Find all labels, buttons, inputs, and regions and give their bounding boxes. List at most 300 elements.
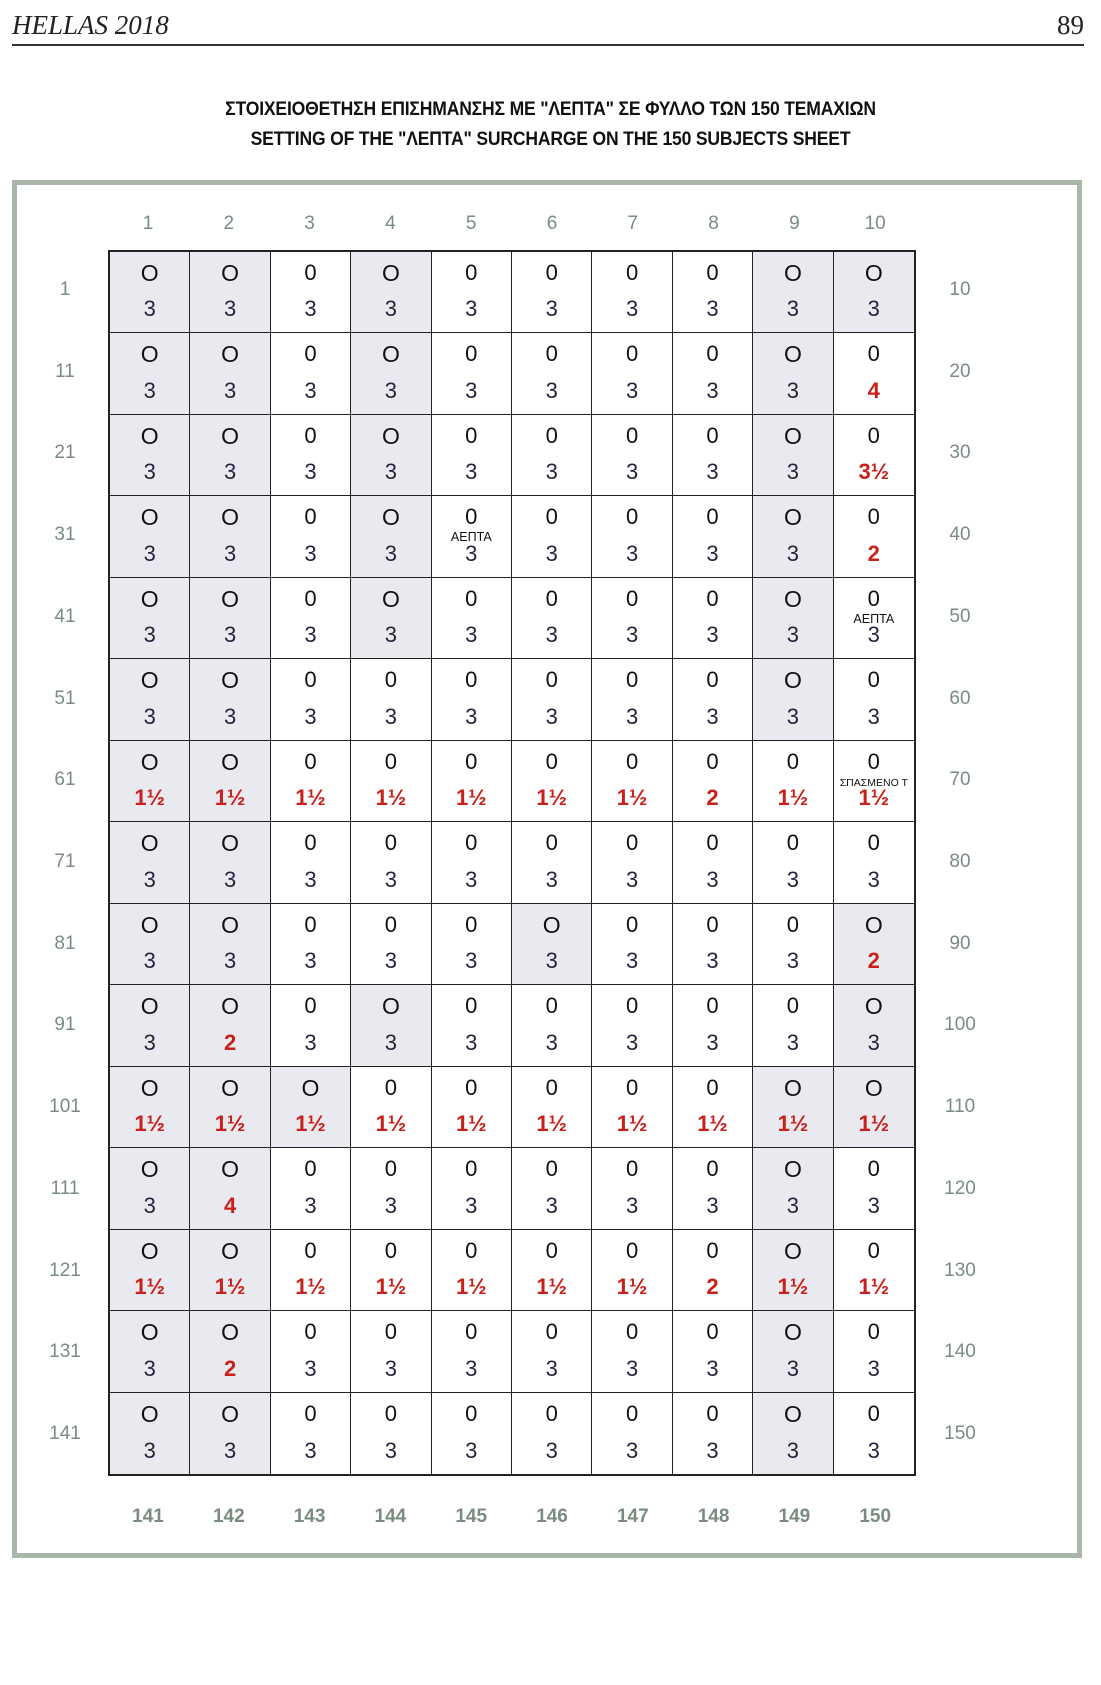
plate-mark: O (140, 993, 159, 1020)
surcharge-value: 3 (867, 622, 880, 648)
stamp-position-15 (432, 333, 512, 414)
surcharge-value: 3 (706, 1438, 719, 1463)
surcharge-value: 2 (867, 540, 880, 566)
column-label: 9 (789, 213, 800, 234)
plate-mark: O (381, 993, 400, 1020)
plate-mark: 0 (465, 1319, 478, 1345)
plate-mark: 0 (304, 1400, 317, 1426)
surcharge-value: 3 (545, 622, 558, 648)
row-start-label: 71 (54, 850, 76, 872)
surcharge-value: 3 (786, 866, 800, 892)
plate-mark: O (221, 260, 240, 286)
stamp-position-66 (512, 741, 592, 822)
row-end-label: 30 (949, 442, 971, 464)
stamp-position-47 (592, 578, 672, 659)
stamp-position-135 (432, 1311, 512, 1392)
surcharge-value: 1½ (214, 785, 246, 811)
surcharge-value: 3 (384, 1029, 398, 1055)
plate-mark: 0 (384, 667, 398, 693)
surcharge-value: 3 (143, 622, 156, 648)
stamp-position-137 (592, 1311, 672, 1392)
stamp-position-126 (512, 1230, 592, 1311)
stamp-position-100 (834, 985, 914, 1066)
column-footer-label: 148 (697, 1506, 730, 1527)
surcharge-value: 4 (867, 377, 880, 403)
stamp-position-84 (351, 904, 431, 985)
surcharge-value: 3 (304, 703, 317, 729)
column-label: 10 (864, 213, 886, 234)
surcharge-value: 4 (223, 1192, 237, 1218)
surcharge-value: 1½ (295, 1274, 326, 1300)
plate-mark: 0 (706, 667, 719, 693)
stamp-position-109 (753, 1067, 833, 1148)
plate-mark: O (783, 422, 802, 449)
stamp-position-81 (110, 904, 190, 985)
stamp-position-11 (110, 333, 190, 414)
plate-mark: 0 (625, 1319, 639, 1345)
surcharge-value: 3 (304, 540, 317, 566)
stamp-position-116 (512, 1148, 592, 1229)
plate-mark: 0 (465, 993, 478, 1019)
plate-mark: 0 (545, 1319, 558, 1345)
surcharge-value: 2 (867, 948, 880, 974)
stamp-position-136 (512, 1311, 592, 1392)
stamp-position-145 (432, 1393, 512, 1474)
surcharge-value: 3 (465, 622, 478, 648)
stamp-position-42 (190, 578, 270, 659)
plate-mark: 0 (304, 585, 317, 611)
surcharge-value: 1½ (777, 785, 809, 811)
column-label: 8 (708, 213, 719, 234)
surcharge-value: 3 (465, 377, 478, 403)
title-english: SETTING OF THE "ΛΕΠΤΑ" SURCHARGE ON THE 150 SUBJECTS SHEET (250, 128, 851, 150)
surcharge-value: 3 (706, 1355, 719, 1381)
stamp-position-27 (592, 415, 672, 496)
surcharge-value: 1½ (536, 1274, 567, 1300)
stamp-position-44 (351, 578, 431, 659)
plate-mark: 0 (545, 1074, 558, 1100)
row-start-label: 61 (54, 769, 76, 791)
surcharge-value: 3 (545, 703, 558, 729)
surcharge-value: 3 (706, 540, 719, 566)
stamp-position-65 (432, 741, 512, 822)
stamp-position-115 (432, 1148, 512, 1229)
plate-mark: O (381, 341, 400, 368)
plate-mark: 0 (384, 830, 398, 856)
stamp-position-4 (351, 252, 431, 333)
plate-mark: 0 (545, 585, 558, 611)
stamp-position-88 (673, 904, 753, 985)
surcharge-value: 1½ (134, 1274, 165, 1300)
surcharge-value: 3 (223, 540, 237, 566)
row-start-label: 51 (54, 687, 76, 709)
plate-mark: O (864, 993, 883, 1020)
stamp-position-111 (110, 1148, 190, 1229)
plate-mark: 0 (867, 1156, 880, 1182)
title-greek: ΣΤΟΙΧΕΙΟΘΕΤΗΣΗ ΕΠΙΣΗΜΑΝΣΗΣ ΜΕ "ΛΕΠΤΑ" ΣΕ ΦΥΛΛΟ ΤΩΝ 150 ΤΕΜΑΧΙΩΝ (225, 98, 876, 120)
plate-mark: 0 (706, 341, 719, 367)
plate-mark: O (783, 585, 802, 612)
surcharge-value: 1½ (134, 785, 165, 811)
surcharge-value: 3 (465, 296, 478, 322)
plate-mark: 0 (545, 422, 558, 448)
surcharge-value: 3 (706, 377, 719, 403)
stamp-position-78 (673, 822, 753, 903)
surcharge-value: 3 (143, 459, 156, 485)
surcharge-value: 3 (545, 948, 558, 974)
stamp-position-127 (592, 1230, 672, 1311)
stamp-position-35 (432, 496, 512, 577)
surcharge-value: 3 (465, 1192, 478, 1218)
column-label: 2 (223, 213, 235, 234)
column-label: 3 (304, 213, 315, 234)
stamp-position-131 (110, 1311, 190, 1392)
stamp-position-125 (432, 1230, 512, 1311)
plate-mark: O (140, 341, 159, 368)
surcharge-value: 3 (867, 1438, 880, 1463)
plate-mark: O (542, 911, 561, 938)
surcharge-value: 3 (545, 866, 558, 892)
plate-mark: 0 (304, 422, 317, 448)
stamp-position-138 (673, 1311, 753, 1392)
stamp-position-9 (753, 252, 833, 333)
plate-mark: O (221, 341, 240, 368)
plate-mark: 0 (625, 911, 639, 937)
overprint-variety-note: ΣΠΑΣΜΕΝΟ Τ (839, 776, 908, 789)
plate-mark: O (381, 585, 400, 612)
stamp-position-123 (271, 1230, 351, 1311)
plate-mark: 0 (304, 748, 317, 774)
plate-mark: 0 (625, 667, 639, 693)
stamp-position-124 (351, 1230, 431, 1311)
plate-mark: 0 (706, 422, 719, 448)
plate-mark: 0 (625, 830, 639, 856)
stamp-position-96 (512, 985, 592, 1066)
surcharge-value: 3 (706, 703, 719, 729)
surcharge-value: 3 (304, 1029, 317, 1055)
stamp-position-58 (673, 659, 753, 740)
surcharge-value: 3 (465, 1029, 478, 1055)
plate-mark: 0 (867, 1319, 880, 1345)
surcharge-value: 3 (625, 540, 639, 566)
plate-mark: O (140, 422, 159, 449)
stamp-position-50 (834, 578, 914, 659)
surcharge-value: 3 (706, 866, 719, 892)
stamp-position-112 (190, 1148, 270, 1229)
stamp-position-38 (673, 496, 753, 577)
surcharge-value: 3 (867, 1029, 880, 1055)
plate-mark: 0 (786, 748, 800, 774)
stamp-position-18 (673, 333, 753, 414)
stamp-position-114 (351, 1148, 431, 1229)
surcharge-value: 1½ (616, 1111, 648, 1137)
surcharge-value: 1½ (375, 785, 407, 811)
stamp-position-19 (753, 333, 833, 414)
plate-mark: 0 (465, 504, 478, 530)
plate-mark: 0 (545, 830, 558, 856)
plate-mark: 0 (384, 1074, 398, 1100)
stamp-position-94 (351, 985, 431, 1066)
stamp-position-104 (351, 1067, 431, 1148)
surcharge-value: 3 (384, 866, 398, 892)
stamp-position-102 (190, 1067, 270, 1148)
surcharge-value: 3 (867, 1192, 880, 1218)
surcharge-value: 3 (304, 948, 317, 974)
column-label: 5 (465, 213, 477, 234)
stamp-position-52 (190, 659, 270, 740)
column-label: 1 (142, 213, 154, 234)
surcharge-value: 3 (867, 296, 880, 322)
surcharge-value: 3 (304, 1192, 317, 1218)
stamp-position-41 (110, 578, 190, 659)
surcharge-value: 3 (706, 296, 719, 322)
surcharge-value: 3 (143, 377, 156, 403)
surcharge-value: 3 (786, 296, 800, 322)
surcharge-value: 3 (143, 1192, 156, 1218)
surcharge-value: 3 (706, 459, 719, 485)
stamp-position-46 (512, 578, 592, 659)
stamp-position-134 (351, 1311, 431, 1392)
stamp-position-150 (834, 1393, 914, 1474)
stamp-position-139 (753, 1311, 833, 1392)
stamp-position-69 (753, 741, 833, 822)
stamp-position-77 (592, 822, 672, 903)
stamp-position-98 (673, 985, 753, 1066)
stamp-position-53 (271, 659, 351, 740)
plate-mark: 0 (625, 993, 639, 1019)
plate-mark: 0 (867, 422, 880, 448)
stamp-position-29 (753, 415, 833, 496)
plate-mark: 0 (304, 1319, 317, 1345)
plate-mark: 0 (706, 585, 719, 611)
stamp-position-140 (834, 1311, 914, 1392)
surcharge-value: 3 (465, 540, 478, 566)
surcharge-value: 2 (706, 1274, 719, 1300)
surcharge-value: 3 (786, 1192, 800, 1218)
stamp-position-51 (110, 659, 190, 740)
column-footer-label: 143 (293, 1506, 326, 1527)
row-end-label: 130 (944, 1259, 976, 1281)
row-start-label: 101 (49, 1096, 81, 1118)
plate-mark: 0 (384, 1237, 398, 1263)
stamp-position-24 (351, 415, 431, 496)
plate-mark: 0 (867, 341, 880, 367)
surcharge-value: 1½ (375, 1274, 407, 1300)
plate-mark: O (221, 1400, 240, 1427)
column-footer-label: 142 (212, 1506, 245, 1527)
row-start-label: 41 (54, 605, 76, 627)
surcharge-value: 3 (706, 1192, 719, 1218)
stamp-position-95 (432, 985, 512, 1066)
row-end-label: 90 (949, 932, 971, 954)
stamp-position-28 (673, 415, 753, 496)
stamp-position-74 (351, 822, 431, 903)
plate-mark: 0 (706, 1237, 719, 1263)
column-label: 6 (546, 213, 558, 234)
surcharge-value: 3 (545, 1192, 558, 1218)
stamp-position-13 (271, 333, 351, 414)
stamp-position-34 (351, 496, 431, 577)
plate-mark: O (140, 260, 159, 286)
plate-mark: 0 (625, 748, 639, 774)
row-end-label: 100 (944, 1014, 976, 1036)
surcharge-value: 3 (143, 1438, 156, 1463)
stamp-position-142 (190, 1393, 270, 1474)
surcharge-value: 3 (545, 459, 558, 485)
stamp-position-7 (592, 252, 672, 333)
surcharge-value: 3 (625, 622, 639, 648)
stamp-position-108 (673, 1067, 753, 1148)
overprint-variety-note: ΑΕΠΤΑ (853, 611, 895, 626)
plate-mark: O (140, 1156, 159, 1183)
stamp-position-40 (834, 496, 914, 577)
stamp-position-92 (190, 985, 270, 1066)
plate-mark: O (783, 1156, 802, 1183)
stamp-position-99 (753, 985, 833, 1066)
stamp-position-63 (271, 741, 351, 822)
plate-mark: 0 (465, 1074, 478, 1100)
surcharge-value: 3 (384, 377, 398, 403)
column-label: 4 (385, 213, 396, 234)
plate-mark: 0 (786, 830, 800, 856)
row-start-label: 81 (54, 932, 76, 954)
plate-mark: 0 (384, 748, 398, 774)
plate-mark: 0 (545, 667, 558, 693)
plate-mark: 0 (867, 1400, 880, 1426)
stamp-position-64 (351, 741, 431, 822)
stamp-position-87 (592, 904, 672, 985)
stamp-position-67 (592, 741, 672, 822)
surcharge-value: 3 (625, 1192, 639, 1218)
plate-mark: 0 (465, 585, 478, 611)
surcharge-value: 3 (786, 540, 800, 566)
plate-mark: O (783, 667, 802, 694)
plate-mark: 0 (304, 993, 317, 1019)
row-start-label: 141 (49, 1423, 81, 1445)
stamp-position-62 (190, 741, 270, 822)
surcharge-value: 3 (384, 703, 398, 729)
stamp-position-72 (190, 822, 270, 903)
plate-mark: 0 (867, 504, 880, 530)
row-end-label: 60 (949, 687, 971, 709)
plate-mark: 0 (625, 1156, 639, 1182)
plate-mark: 0 (545, 260, 558, 285)
plate-mark: O (221, 1074, 240, 1101)
row-end-label: 70 (949, 769, 971, 791)
stamp-position-60 (834, 659, 914, 740)
plate-mark: 0 (706, 1400, 719, 1426)
surcharge-value: 3 (304, 866, 317, 892)
surcharge-value: 3 (545, 377, 558, 403)
plate-mark: 0 (867, 585, 880, 611)
surcharge-value: 3 (143, 948, 156, 974)
surcharge-value: 3 (867, 703, 880, 729)
plate-mark: 0 (465, 830, 478, 856)
plate-mark: 0 (625, 260, 639, 285)
surcharge-value: 3 (625, 948, 639, 974)
plate-mark: O (140, 1400, 159, 1427)
stamp-position-39 (753, 496, 833, 577)
surcharge-value: 3 (786, 459, 800, 485)
publication-title: HELLAS 2018 (12, 10, 169, 40)
surcharge-value: 3 (304, 459, 317, 485)
surcharge-value: 3 (625, 1029, 639, 1055)
plate-mark: 0 (625, 341, 639, 367)
stamp-position-1 (110, 252, 190, 333)
stamp-position-89 (753, 904, 833, 985)
plate-mark: O (783, 1319, 802, 1346)
stamp-position-80 (834, 822, 914, 903)
plate-mark: 0 (545, 1237, 558, 1263)
row-start-label: 121 (49, 1259, 81, 1281)
plate-mark: O (221, 1156, 240, 1183)
plate-mark: O (221, 748, 240, 775)
surcharge-value: 3 (706, 1029, 719, 1055)
plate-mark: O (140, 1319, 159, 1346)
plate-mark: O (864, 1074, 883, 1101)
surcharge-value: 3 (384, 1192, 398, 1218)
stamp-position-79 (753, 822, 833, 903)
plate-mark: O (221, 422, 240, 449)
row-end-label: 140 (944, 1341, 976, 1363)
plate-mark: 0 (545, 993, 558, 1019)
plate-mark: O (221, 667, 240, 694)
surcharge-value: 3 (223, 866, 237, 892)
stamp-position-91 (110, 985, 190, 1066)
surcharge-value: 3 (706, 622, 719, 648)
stamp-position-16 (512, 333, 592, 414)
stamp-position-113 (271, 1148, 351, 1229)
overprint-variety-note: ΑΕΠΤΑ (450, 530, 492, 545)
stamp-position-119 (753, 1148, 833, 1229)
surcharge-value: 3 (304, 377, 317, 403)
stamp-position-37 (592, 496, 672, 577)
stamp-position-132 (190, 1311, 270, 1392)
plate-mark: 0 (545, 1400, 558, 1426)
stamp-position-83 (271, 904, 351, 985)
surcharge-value: 3 (625, 866, 639, 892)
column-footer-label: 147 (616, 1506, 649, 1527)
stamp-position-2 (190, 252, 270, 333)
surcharge-value: 3 (465, 459, 478, 485)
plate-mark: 0 (625, 1237, 639, 1263)
surcharge-value: 3 (223, 459, 237, 485)
stamp-position-101 (110, 1067, 190, 1148)
stamp-position-59 (753, 659, 833, 740)
surcharge-value: 3 (223, 377, 237, 403)
plate-mark: 0 (384, 911, 398, 937)
plate-mark: 0 (465, 1156, 478, 1182)
stamp-position-85 (432, 904, 512, 985)
surcharge-value: 3 (625, 459, 639, 485)
plate-mark: O (140, 748, 159, 775)
surcharge-value: 2 (706, 785, 719, 811)
plate-mark: 0 (465, 260, 478, 285)
plate-mark: 0 (786, 911, 800, 937)
surcharge-value: 3 (786, 1029, 800, 1055)
stamp-position-25 (432, 415, 512, 496)
plate-mark: O (783, 341, 802, 368)
plate-mark: 0 (706, 504, 719, 530)
plate-mark: O (140, 504, 159, 531)
plate-mark: 0 (465, 422, 478, 448)
surcharge-value: 3 (545, 296, 558, 322)
stamp-position-86 (512, 904, 592, 985)
plate-mark: 0 (465, 341, 478, 367)
plate-mark: O (140, 1237, 159, 1264)
plate-mark: O (221, 1319, 240, 1346)
row-end-label: 20 (949, 360, 971, 382)
